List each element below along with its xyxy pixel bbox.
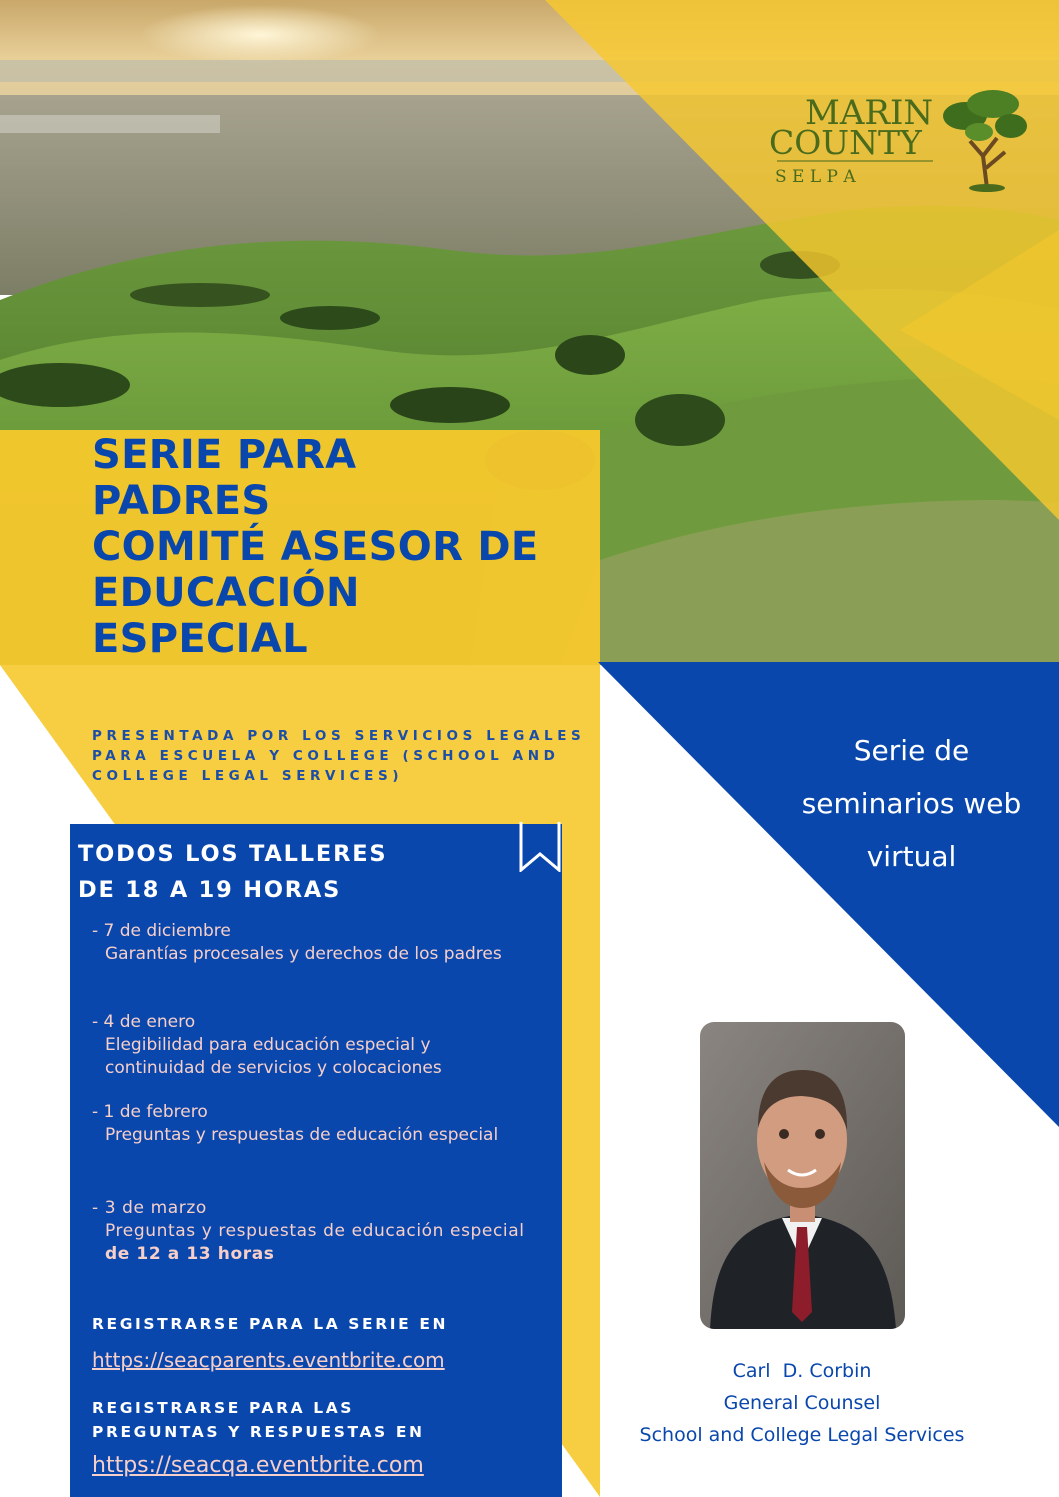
title-line: EDUCACIÓN [92, 570, 360, 616]
session-date: - 7 de diciembre [92, 921, 231, 941]
presenter-info [600, 1355, 1004, 1451]
schedule-heading [78, 836, 387, 908]
register-qa-link[interactable]: https://seacqa.eventbrite.com [92, 1453, 424, 1478]
session-topic-text: Preguntas y respuestas de educación especial [105, 1221, 525, 1241]
session-item [92, 1197, 552, 1266]
presenter-org: School and College Legal Services [639, 1424, 965, 1446]
presenter-role: General Counsel [723, 1392, 881, 1414]
session-date: - 1 de febrero [92, 1102, 208, 1122]
session-item [92, 1101, 552, 1147]
register-series-link[interactable]: https://seacparents.eventbrite.com [92, 1348, 445, 1372]
marin-county-selpa-logo [765, 86, 1027, 194]
session-date: - 4 de enero [92, 1012, 196, 1032]
register-series-label: REGISTRARSE PARA LA SERIE EN [92, 1315, 449, 1333]
schedule-heading-line: TODOS LOS TALLERES [78, 841, 388, 867]
logo-text-marin: MARIN [805, 93, 934, 133]
session-topic: Elegibilidad para educación especial y continuidad de servicios y colocaciones [105, 1035, 442, 1078]
session-topic [92, 1220, 545, 1266]
webinar-series-text [764, 724, 1059, 883]
session-topic: Garantías procesales y derechos de los padres [105, 944, 502, 964]
session-topic: Preguntas y respuestas de educación especial [105, 1125, 499, 1145]
webinar-line: Serie de [853, 734, 970, 767]
presenter-photo [700, 1022, 905, 1329]
register-qa-label-line: PREGUNTAS Y RESPUESTAS EN [92, 1423, 425, 1441]
title-line: COMITÉ ASESOR DE [92, 524, 539, 570]
tree-icon [943, 90, 1027, 192]
title-line: PADRES [92, 478, 271, 524]
register-qa-label [92, 1396, 425, 1444]
title-line: SERIE PARA [92, 432, 357, 478]
schedule-heading-line: DE 18 A 19 HORAS [78, 877, 342, 903]
bookmark-icon [519, 822, 561, 872]
page-title [92, 432, 592, 662]
webinar-line: seminarios web [801, 787, 1022, 820]
session-date: - 3 de marzo [92, 1198, 207, 1218]
logo-text-county: COUNTY [769, 123, 922, 162]
session-time-note: de 12 a 13 horas [105, 1244, 275, 1264]
presenter-name: Carl D. Corbin [732, 1360, 872, 1382]
presented-by-text: PRESENTADA POR LOS SERVICIOS LEGALES PARA ESCUELA Y COLLEGE (SCHOOL AND COLLEGE LEGAL SERVICES) [92, 728, 586, 784]
session-item [92, 1011, 552, 1080]
webinar-line: virtual [866, 840, 957, 873]
logo-text-selpa: S E L P A [775, 167, 856, 187]
session-item [92, 920, 552, 966]
register-qa-label-line: REGISTRARSE PARA LAS [92, 1399, 355, 1417]
title-line: ESPECIAL [92, 616, 308, 662]
